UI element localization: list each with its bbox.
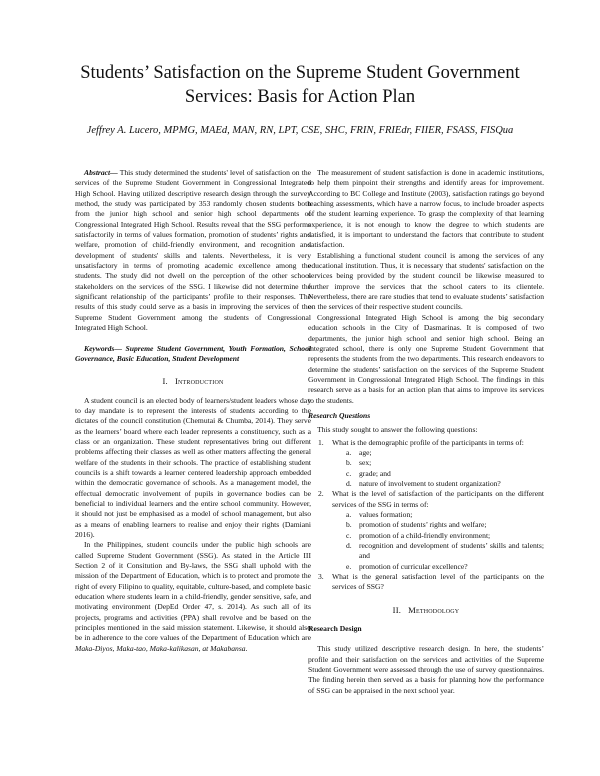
- research-design-paragraph: This study utilized descriptive research design. In here, the students’ profile and their satisfaction on the services and activities of the Supreme Student Government were assessed through the use of survey questionnaires. The finding herein then served as a basis for planning how the performance of SSG can be appraised in the next school year.: [308, 644, 544, 695]
- sub-question-text: recognition and development of students’ skills and talents; and: [359, 541, 544, 561]
- research-questions-intro: This study sought to answer the following questions:: [317, 425, 478, 435]
- sub-question-text: sex;: [359, 458, 372, 468]
- title-line-2: Services: Basis for Action Plan: [184, 87, 416, 107]
- question-number: 2.: [318, 489, 324, 499]
- question-text: What is the general satisfaction level of the participants on the services of SSG?: [332, 572, 544, 592]
- right-paragraph-1: The measurement of student satisfaction is done in academic institutions, to help them pinpoint their strengths and identify areas for improvement. According to BC College and Institute (2003), satisfaction ratings go beyond teaching assessments, which have a narrow focus, to include broader aspects of the student learning experience. To grasp the complexity of that learning experience, it is not enough to know the degree to which students are satisfied, it is important to understand the factors that contribute to student satisfaction.: [308, 168, 544, 250]
- sub-question-text: nature of involvement to student organization?: [359, 478, 501, 488]
- section-heading-introduction: [75, 376, 311, 386]
- sub-question-letter: d.: [346, 478, 352, 488]
- core-values: Maka-Diyos, Maka-tao, Maka-kalikasan, at Makabansa: [75, 643, 246, 653]
- research-design-heading: Research Design: [308, 624, 362, 634]
- sub-question-item: [308, 510, 544, 520]
- sub-question-item: [308, 531, 544, 541]
- sub-question-text: promotion of curricular excellence?: [359, 561, 468, 571]
- question-item: [308, 489, 544, 510]
- title-line-1: Students’ Satisfaction on the Supreme Student Government: [80, 63, 520, 83]
- section-number: II.: [392, 604, 402, 615]
- sub-question-item: [308, 541, 544, 562]
- author-line: Jeffrey A. Lucero, MPMG, MAEd, MAN, RN, LPT, CSE, SHC, FRIN, FRIEdr, FIIER, FSASS, FISQua: [86, 125, 514, 136]
- sub-question-text: grade; and: [359, 468, 391, 478]
- left-column: [75, 168, 311, 654]
- question-item: [308, 438, 544, 448]
- sub-question-item: [308, 562, 544, 572]
- sub-question-letter: a.: [346, 447, 352, 457]
- sub-question-letter: c.: [346, 530, 352, 540]
- intro-paragraph-2: [75, 540, 311, 654]
- intro-paragraph-2-end: .: [245, 643, 248, 653]
- intro-paragraph-1: A student council is an elected body of learners/student leaders whose day to day mandate is to represent the interests of students according to the dictates of the council constitution (Chemutai & Chumba, 2014). They serve as the learners’ board where each leader represents a constituency, such as a class or an organization. These student representatives bring out different problems affecting their classes as well as other matters affecting the general welfare of the students in their schools. The practice of establishing student councils is a shift towards a learner centered leadership approach embedded within the democratic governance of schools. As a management model, the effectual democratic involvement of pupils in governance bodies can be beneficial to individual learners and the entire school community. However, it should not just be emphasised as a model of school management, but also as a means of enabling learners to realise and enjoy their rights (Damiani 2016).: [75, 395, 311, 539]
- research-questions-list: [308, 438, 544, 593]
- sub-question-item: [308, 479, 544, 489]
- section-number: I.: [162, 376, 168, 387]
- right-paragraph-2: Establishing a functional student council is among the services of any educational institution. Thus, it is necessary that students' satisfaction on the services being provided by the student council be likewise measured to further improve the services that the school caters to its clientele. Nevertheless, there are rare studies that tend to evaluate students’ satisfaction on the services of their respective student councils.: [308, 250, 544, 312]
- sub-question-letter: a.: [346, 510, 352, 519]
- abstract-text: This study determined the students' level of satisfaction on the services of the Supreme Student Government in Congressional Integrated High School. Having utilized descriptive research design through the survey method, the study was participated by 353 randomly chosen students both from the junior high school and senior high school departments of Congressional Integrated High School. Results reveal that the SSG performs satisfactorily in terms of values formation, promotion of students’ rights and welfare, promotion of child-friendly environment, and recognition and development of students' skills and talents. Nevertheless, it is very unsatisfactory in terms of promoting academic excellence among the students. The study did not dwell on the perception of the other school stakeholders on the services of the SSG. I likewise did not determine the significant relationship of the participants’ profile to their responses. The results of this study could serve as a basis in improving the services of the Supreme Student Government among the students of Congressional Integrated High School.: [75, 168, 311, 333]
- sub-question-letter: e.: [346, 561, 352, 571]
- question-number: 1.: [318, 437, 324, 447]
- section-title: Introduction: [174, 376, 224, 387]
- question-item: [308, 572, 544, 593]
- question-text: What is the demographic profile of the participants in terms of:: [332, 437, 524, 447]
- right-column: [308, 168, 544, 696]
- intro-paragraph-2-text: In the Philippines, student councils under the public high schools are called Supreme Student Government (SSG). As stated in the Article III Section 2 of it Consitution and By-laws, the SSG shall uphold with the mission of the Department of Education, which is to protect and promote the right of every Filipino to quality, equitable, culture-based, and complete basic education where students learn in a child-friendly, gender sensitive, safe, and motivating environment (DepEd Order 47, s. 2014). As such all of its projects, programs and activities (PPA) shall revolve and be based on the principles mentioned in the said mission statement. Likewise, it should also be in adherence to the core values of the Department of Education which are: [75, 540, 311, 643]
- section-title: Methodology: [408, 604, 460, 615]
- sub-question-letter: b.: [346, 520, 352, 530]
- sub-question-text: values formation;: [359, 510, 413, 519]
- abstract-label: Abstract—: [84, 168, 118, 177]
- sub-question-letter: c.: [346, 468, 352, 478]
- question-number: 3.: [318, 572, 324, 582]
- sub-question-item: [308, 448, 544, 458]
- sub-question-item: [308, 520, 544, 530]
- sub-question-text: age;: [359, 447, 372, 457]
- sub-question-letter: d.: [346, 541, 352, 551]
- sub-question-item: [308, 458, 544, 468]
- keywords-label: Keywords—: [84, 343, 122, 353]
- section-heading-methodology: [308, 605, 544, 615]
- paper-title: [40, 61, 560, 109]
- right-paragraph-3: Congressional Integrated High School is among the big secondary education schools in the City of Dasmarinas. It is composed of two departments, the junior high school and senior high school. Being an integrated school, there is only one Supreme Student Government that represents the students from the two departments. This research endeavors to determine the students’ satisfaction on the services of the Supreme Student Government in Congressional Integrated High School. The findings in this research serve as a basis for an action plan that aims to improve its services to the students.: [308, 312, 544, 405]
- sub-question-text: promotion of students’ rights and welfare;: [359, 520, 487, 530]
- abstract: [75, 168, 311, 334]
- research-questions-heading: Research Questions: [308, 410, 371, 420]
- sub-question-item: [308, 469, 544, 479]
- keywords-text: Supreme Student Government, Youth Formation, School Governance, Basic Education, Student Development: [75, 343, 311, 363]
- sub-question-text: promotion of a child-friendly environment;: [359, 530, 491, 540]
- sub-question-letter: b.: [346, 458, 352, 468]
- question-text: What is the level of satisfaction of the participants on the different services of the SSG in terms of:: [332, 489, 544, 509]
- keywords: [75, 344, 311, 365]
